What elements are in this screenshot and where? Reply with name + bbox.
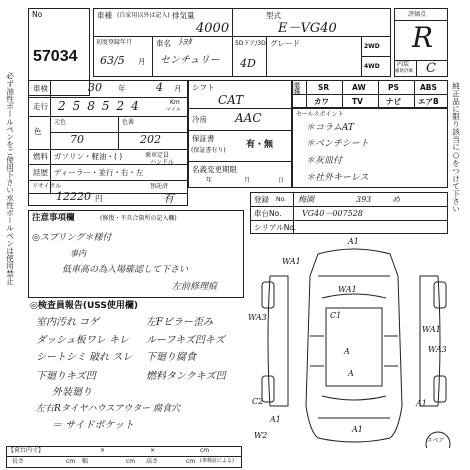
capacity-label: 乗車定員	[145, 152, 170, 159]
report-line-7: ＝ サイドポケット	[52, 420, 134, 431]
rating-value: R	[412, 21, 434, 54]
recycle-deposit-label: 預託済	[150, 183, 169, 190]
vehicle-note: (自家用以外は記入)	[117, 12, 170, 19]
notes-line-3: 低車高の為入場確認して下さい	[62, 265, 189, 275]
report-right-3: 下廻り腐食	[146, 352, 196, 363]
color-num-label: 色番	[122, 119, 135, 126]
report-title: ◎検査員報告(USS使用欄)	[30, 301, 138, 311]
recycle-unit: 円	[95, 194, 103, 203]
notes-title: 注意事項欄	[32, 213, 75, 223]
inspection-label: 車検	[33, 84, 48, 93]
cargo-height-label: 高さ	[146, 458, 159, 465]
report-right-2: ルーフキズ凹キズ	[146, 335, 225, 346]
interior-sub: 補助評価	[395, 69, 413, 74]
mark-c1: C1	[330, 311, 342, 320]
equip-leather: カワ	[314, 97, 329, 106]
report-right-1: 左Fピラー歪み	[146, 317, 213, 328]
vehicle-label: 車種	[97, 11, 112, 20]
report-line-6: 左右Rタイヤハウスアウター 腐食穴	[36, 404, 181, 414]
mark-wa1-right: WA1	[422, 325, 441, 334]
displacement-value: 4000	[196, 21, 230, 36]
equipment-label: 装備	[293, 82, 300, 94]
cargo-label: 【荷台内寸】	[8, 447, 45, 454]
cargo-x-2: ×	[150, 447, 156, 454]
notes-sub: (修復・不具合箇所の記入欄)	[100, 215, 177, 222]
warranty-sub: (保証書有り)	[191, 147, 226, 154]
grade-label: グレード	[270, 39, 300, 48]
selling-point-3: ＊灰皿付	[306, 156, 343, 166]
selling-point-4: ＊社外キーレス	[306, 173, 369, 183]
selling-points-label: セールスポイント	[296, 111, 344, 118]
first-reg-label: 初度登録年月	[96, 39, 133, 46]
interior-value: C	[426, 61, 436, 76]
report-right-4: 燃料タンクキズ凹	[146, 371, 226, 382]
shift-label: シフト	[192, 83, 215, 92]
color-orig-label: 元色	[54, 119, 67, 126]
cargo-width-unit: cm	[126, 458, 136, 465]
mark-spare: スペア	[426, 437, 445, 444]
mark-wa3-left: WA3	[248, 313, 267, 322]
selling-point-2: ＊ベンチシート	[306, 139, 369, 149]
rating-label: 評価点	[408, 11, 427, 18]
equip-ps: PS	[388, 83, 399, 92]
doors-label: 5Dドア/3D	[235, 40, 266, 47]
cargo-unit-top: cm	[200, 447, 210, 454]
recycle-label: リサイクル	[32, 183, 62, 190]
doors-value: 4D	[240, 57, 256, 70]
inspection-year: 30	[88, 81, 102, 94]
plate-extra: め	[392, 195, 400, 204]
cargo-note: (車検証による)	[200, 458, 234, 464]
mileage-value: 258524	[58, 99, 146, 113]
drive-4wd: 4WD	[364, 63, 380, 70]
side-note: 必ず油性ボールペンをご使用下さい水性ボールペンは使用禁止	[5, 72, 15, 285]
frame-value: VG40－007528	[302, 209, 363, 218]
model-label: 型式	[266, 11, 281, 20]
warranty-label: 保証書	[192, 134, 215, 143]
mark-w2: W2	[254, 431, 268, 440]
color-num-value: 202	[140, 133, 161, 146]
interior-label: 内装	[397, 61, 410, 68]
cargo-height-unit: cm	[186, 458, 196, 465]
mark-wa3-right: WA3	[428, 345, 447, 354]
plate-label: 登録	[254, 195, 269, 204]
mileage-label: 走行	[33, 102, 48, 111]
inspection-month: 4	[156, 81, 163, 94]
warranty-value: 有・無	[246, 140, 274, 150]
color-orig-value: 70	[70, 133, 84, 146]
inspection-month-unit: 月	[174, 84, 182, 93]
mark-wa1-front: WA1	[338, 285, 357, 294]
report-line-3: シートシミ 破れ スレ	[36, 352, 133, 363]
mark-c2: C2	[252, 397, 264, 406]
mark-a-center: A	[344, 347, 350, 356]
history-options: ディーラー・並行・右・左	[54, 168, 144, 177]
selling-point-1: ＊コラムAT	[306, 123, 354, 133]
mark-a1-right: A1	[416, 399, 427, 408]
ac-label: 冷房	[192, 115, 207, 124]
notes-line-2: 事内	[70, 249, 86, 258]
history-label: 経歴	[33, 168, 48, 177]
lot-number: 57034	[33, 48, 78, 65]
name-change-label: 名義変更期限	[192, 165, 237, 174]
mark-a1-top: A1	[348, 237, 359, 246]
mileage-unit: Km	[170, 99, 180, 106]
color-label: 色	[34, 127, 42, 136]
drive-2wd: 2WD	[364, 43, 380, 50]
plate-number: 393	[356, 195, 372, 204]
equip-tv: TV	[352, 97, 363, 106]
mark-a1-left: A1	[270, 415, 281, 424]
cargo-x-1: ×	[100, 447, 106, 454]
recycle-value: 12220	[56, 190, 91, 203]
notes-line-4: 左前修理痕	[172, 282, 218, 292]
model-value: E－VG40	[278, 21, 337, 36]
cargo-width-label: 幅	[82, 458, 89, 465]
equip-sr: SR	[318, 83, 330, 92]
first-reg-unit: 月	[138, 57, 146, 66]
handle-label: ハンドル	[150, 159, 175, 166]
shift-value: CAT	[218, 93, 244, 107]
equip-aw: AW	[352, 83, 366, 92]
mark-a-lower: A	[348, 369, 354, 378]
car-name-maker: ﾄﾖﾀ	[178, 38, 192, 48]
inspection-year-unit: 年	[118, 84, 126, 93]
report-line-2: ダッシュ板ワレ キレ	[36, 335, 129, 346]
report-line-4: 下廻りキズ凹	[36, 371, 96, 382]
mark-wa1-left: WA1	[282, 257, 301, 266]
equip-airbag: エアB	[418, 97, 439, 106]
report-line-5: 外装廻り	[52, 387, 92, 398]
plate-area: 梅園	[298, 195, 314, 204]
car-diagram	[248, 236, 460, 448]
plate-no-label: No.	[276, 196, 286, 203]
displacement-label: 排気量	[172, 11, 195, 20]
first-reg-value: 63/5	[100, 54, 125, 67]
recycle-deposit-value: 有	[163, 192, 174, 205]
mark-a1-rear: A1	[352, 425, 363, 434]
equip-navi: ナビ	[386, 97, 401, 106]
right-note: 純正品に限り該当に○をつけて下さい	[451, 82, 461, 213]
frame-label: 車台No.	[254, 209, 282, 218]
fuel-options: ガソリン・軽油・( )	[54, 152, 123, 161]
fuel-label: 燃料	[33, 152, 48, 161]
name-change-year: 年	[206, 177, 213, 184]
cargo-length-label: 長さ	[12, 458, 25, 465]
notes-line-1: ◎スプリング＊様付	[32, 233, 112, 243]
report-line-1: 室内汚れ コゲ	[36, 317, 100, 328]
car-name-value: センチュリー	[160, 55, 220, 66]
name-change-day: 日	[278, 177, 285, 184]
car-name-label: 車名	[156, 39, 171, 48]
ac-value: AAC	[235, 111, 262, 125]
name-change-month: 月	[244, 177, 251, 184]
serial-label: シリアルNo.	[254, 223, 297, 232]
mileage-sub: マイル	[166, 107, 181, 113]
lot-tag: No	[32, 10, 43, 19]
cargo-length-unit: cm	[66, 458, 76, 465]
equip-abs: ABS	[420, 83, 437, 92]
